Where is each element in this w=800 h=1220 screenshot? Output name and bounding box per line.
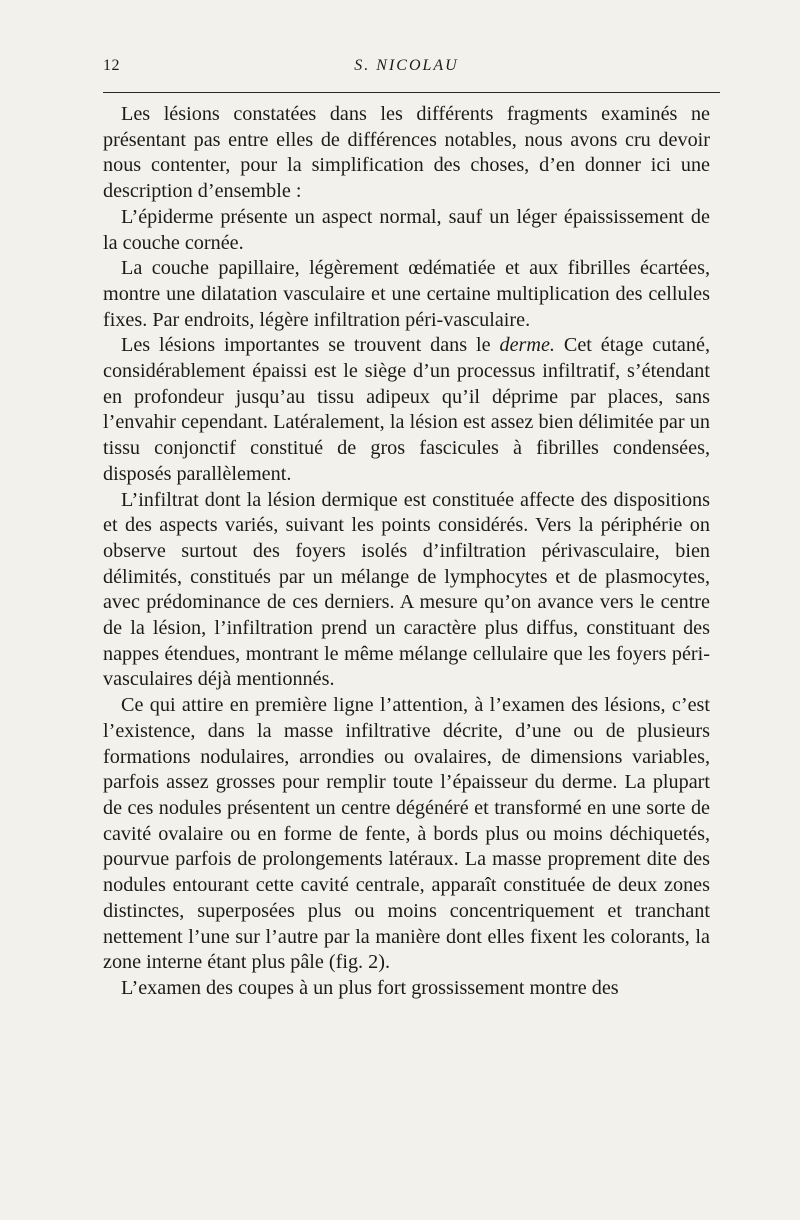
body-text [103,102,710,1002]
paragraph-4-italic-derme: derme. [499,334,555,357]
paragraph-3-text: La couche papillaire, légèrement œdématiée et aux fibrilles écartées, montre une dilatation vasculaire et une certaine multiplication des cellules fixes. Par endroits, légère infiltration péri-vasculaire. [103,257,710,331]
paragraph-6 [103,693,710,976]
paragraph-5 [103,488,710,694]
paragraph-6-text: Ce qui attire en première ligne l’attention, à l’examen des lésions, c’est l’existence, dans la masse infiltrative décrite, d’une ou de plusieurs formations nodulaires, arrondies ou ovalaires, de dimensions variables, parfois assez grosses pour remplir toute l’épaisseur du derme. La plupart de ces nodules présentent un centre dégénéré et transformé en une sorte de cavité ovalaire ou en forme de fente, à bords plus ou moins déchiquetés, pourvue parfois de prolongements latéraux. La masse proprement dite des nodules entourant cette cavité centrale, apparaît constituée de deux zones distinctes, superposées plus ou moins concentriquement et tranchant nettement l’une sur l’autre par la manière dont elles fixent les colorants, la zone interne étant plus pâle (fig. 2). [103,694,710,974]
running-head-author: S. NICOLAU [354,57,459,74]
paragraph-2-text: L’épiderme présente un aspect normal, sauf un léger épaississement de la couche cornée. [103,205,710,254]
running-head [103,57,710,83]
paragraph-7 [103,976,710,1002]
paragraph-3 [103,256,710,333]
paragraph-4-text-end: Cet étage cutané, considérablement épaissi est le siège d’un processus infiltratif, s’étendant en profondeur jusqu’au tissu adipeux qu’il déprime par places, sans l’envahir cependant. Latéralement, la lésion est assez bien délimitée par un tissu conjonctif constitué de gros fascicules à fibrilles condensées, disposés parallèlement. [103,334,710,485]
paragraph-2 [103,205,710,256]
paragraph-4-text-start: Les lésions importantes se trouvent dans le [121,334,500,357]
page-number: 12 [103,57,120,74]
paragraph-7-text: L’examen des coupes à un plus fort grossissement montre des [121,976,619,999]
paragraph-1 [103,102,710,205]
paragraph-5-text: L’infiltrat dont la lésion dermique est constituée affecte des dispositions et des aspects variés, suivant les points considérés. Vers la périphérie on observe surtout des foyers isolés d’infiltration périvasculaire, bien délimités, constitués par un mélange de lymphocytes et de plasmocytes, avec prédominance de ces derniers. A mesure qu’on avance vers le centre de la lésion, l’infiltration prend un caractère plus diffus, constituant des nappes étendues, montrant le même mélange cellulaire que les foyers péri-vasculaires déjà mentionnés. [103,488,710,691]
header-rule [103,92,720,93]
paragraph-1-text: Les lésions constatées dans les différents fragments examinés ne présentant pas entre elles de différences notables, nous avons cru devoir nous contenter, pour la simplification des choses, d’en donner ici une description d’ensemble : [103,103,710,203]
paragraph-4 [103,333,710,487]
